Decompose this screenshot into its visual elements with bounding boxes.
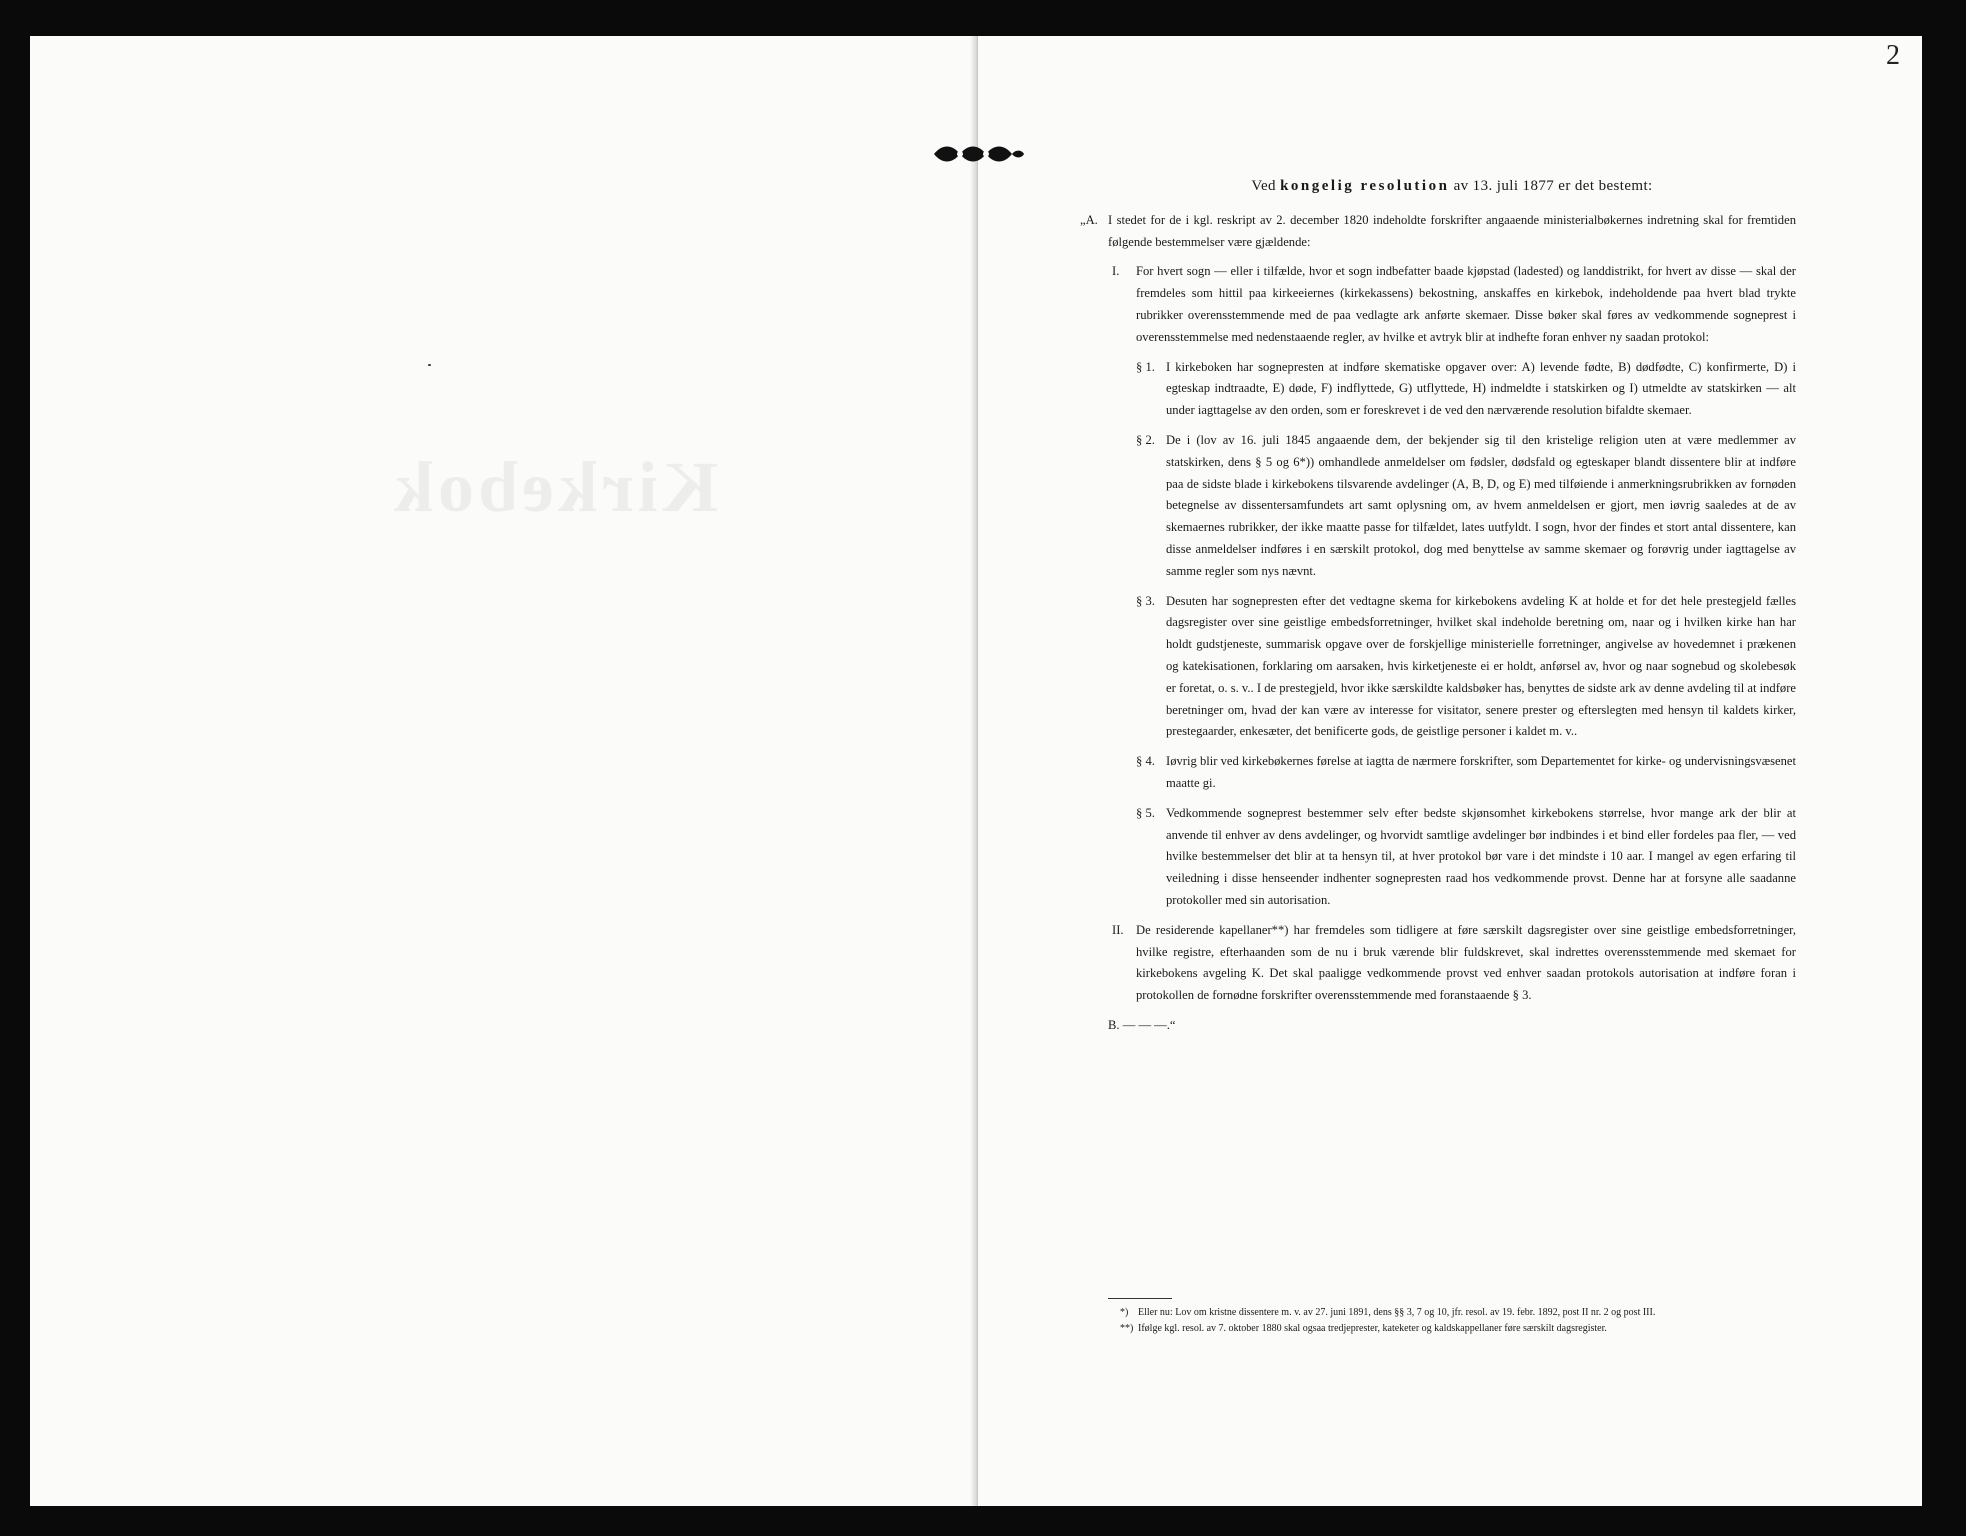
paragraph-5-label: § 5. [1136,805,1155,820]
title-bold: kongelig resolution [1280,178,1450,194]
footnote-mark: **) [1120,1323,1134,1334]
ink-speck [428,364,431,366]
paragraph-1-text: I kirkeboken har sognepresten at indføre skematiske opgaver over: A) levende fødte, B) dødfødte, C) konfirmerte, D) i egteskap indtraadte, E) døde, F) indflyttede, G) utflyttede, H) indmeldte i statskirken og I) utmeldte av statskirken — alt under iagttagelse av den orden, som er foreskrevet i de ved den nærværende resolution bifaldte skemaer. [1166,359,1796,418]
item-ii-label: II. [1112,922,1124,937]
paragraph-2 [1136,430,1796,583]
paragraph-5 [1136,803,1796,912]
item-i [1112,261,1796,348]
footnote-mark: *) [1120,1307,1129,1318]
footnote-text: Ifølge kgl. resol. av 7. oktober 1880 skal ogsaa tredjeprester, kateketer og kaldskappellaner føre særskilt dagsregister. [1138,1323,1607,1334]
bleed-through-text: Kirkebok [390,447,719,527]
page-number: 2 [1886,40,1900,71]
left-page [30,36,978,1506]
section-a [1080,210,1796,254]
paragraph-4-text: Iøvrig blir ved kirkebøkernes førelse at iagtta de nærmere forskrifter, som Departementet for kirke- og undervisningsvæsenet maatte gi. [1166,754,1796,790]
title-suffix: av 13. juli 1877 er det bestemt: [1453,178,1653,194]
paragraph-1-label: § 1. [1136,359,1155,374]
item-ii [1112,920,1796,1007]
paragraph-3-label: § 3. [1136,593,1155,608]
paragraph-4 [1136,751,1796,795]
resolution-text [1080,176,1796,1037]
paragraph-3 [1136,591,1796,744]
page-title [1108,176,1796,198]
footnote [1120,1322,1796,1336]
paragraph-4-label: § 4. [1136,754,1155,769]
footnote-divider [1108,1298,1172,1299]
paragraph-1 [1136,357,1796,422]
section-a-label: „A. [1080,212,1098,227]
footnote-text: Eller nu: Lov om kristne dissentere m. v. av 27. juni 1891, dens §§ 3, 7 og 10, jfr. resol. av 19. febr. 1892, post II nr. 2 og post III. [1138,1307,1656,1318]
paragraph-2-text: De i (lov av 16. juli 1845 angaaende dem, der bekjender sig til den kristelige religion uten at være medlemmer av statskirken, dens § 5 og 6*)) omhandlede anmeldelser om fødsler, dødsfald og egteskaper blandt dissentere blir at indføre paa de sidste blade i kirkebokens tilsvarende avdelinger (A, B, D, og E) med tilføiende i anmerkningsrubrikken av fornøden betegnelse av dissentersamfundets art samt oplysning om, av hvem anmeldelsen er gjort, men iøvrig saaledes at de av skemaernes rubrikker, der ikke maatte passe for tilfældet, lates uutfyldt. I sogn, hvor der findes et stort antal dissentere, kan disse anmeldelser indføres i en særskilt protokol, dog med benyttelse av samme skemaer og forøvrig under iagttagelse av samme regler som nys nævnt. [1166,432,1796,578]
footnote [1120,1306,1796,1320]
item-i-text: For hvert sogn — eller i tilfælde, hvor et sogn indbefatter baade kjøpstad (ladested) og landdistrikt, for hvert av disse — skal der fremdeles som hittil paa kirkeeiernes (kirkekassens) bekostning, anskaffes en kirkebok, indeholdende paa hvert blad trykte rubrikker overensstemmende med de paa vedlagte ark anførte skemaer. Disse bøker skal føres av vedkommende sogneprest i overensstemmelse med nedenstaaende regler, av hvilke et avtryk blir at indhefte foran enhver ny saadan protokol: [1136,264,1796,344]
ornament-icon [930,142,1026,166]
paragraph-5-text: Vedkommende sogneprest bestemmer selv efter bedste skjønsomhet kirkebokens størrelse, hvor mange ark der blir at anvende til enhver av dens avdelinger, og hvorvidt samtlige avdelinger bør indbindes i et bind eller fordeles paa fler, — ved hvilke bestemmelser det blir at ta hensyn til, at hver protokol bør vare i det mindste i 10 aar. I mangel av egen erfaring til veiledning i disse henseender indhenter sognepresten raad hos vedkommende provst. Denne har at forsyne alle saadanne protokoller med sin autorisation. [1166,805,1796,907]
section-b: B. — — —.“ [1108,1017,1176,1032]
item-i-label: I. [1112,264,1120,279]
section-a-text: I stedet for de i kgl. reskript av 2. december 1820 indeholdte forskrifter angaaende ministerialbøkernes indretning skal for fremtiden følgende bestemmelser være gjældende: [1108,212,1796,249]
paragraph-3-text: Desuten har sognepresten efter det vedtagne skema for kirkebokens avdeling K at holde et for det hele prestegjeld fælles dagsregister over sine geistlige embedsforretninger, hvilket skal indeholde beretning om, naar og i hvilken kirke han har holdt gudstjeneste, summarisk opgave over de forskjellige ministerielle forretninger, angivelse av hovedemnet i prækenen og katekisationen, forklaring om aarsaken, hvis kirketjeneste ei er holdt, anførsel av, hvor og naar sognebud og skolebesøk er foretat, o. s. v.. I de prestegjeld, hvor ikke særskildte kaldsbøker has, benyttes de sidste ark av denne avdeling til at indføre beretninger om, hvad der kan være av interesse for visitator, senere prester og efterslegten med hensyn til kaldets kirker, prestegaarder, enkesæter, det benificerte gods, de geistlige personer i kaldet m. v.. [1166,593,1796,739]
item-ii-text: De residerende kapellaner**) har fremdeles som tidligere at føre særskilt dagsregister over sine geistlige embedsforretninger, hvilke registre, efterhaanden som de nu i bruk værende blir fuldskrevet, skal indrettes overensstemmende med skemaet for kirkebokens avgeling K. Det skal paaligge vedkommende provst ved enhver saadan protokols autorisation at indføre foran i protokollen de fornødne forskrifter overensstemmende med foranstaaende § 3. [1136,922,1796,1003]
title-prefix: Ved [1251,178,1276,194]
paragraph-2-label: § 2. [1136,432,1155,447]
footnotes [1120,1306,1796,1338]
